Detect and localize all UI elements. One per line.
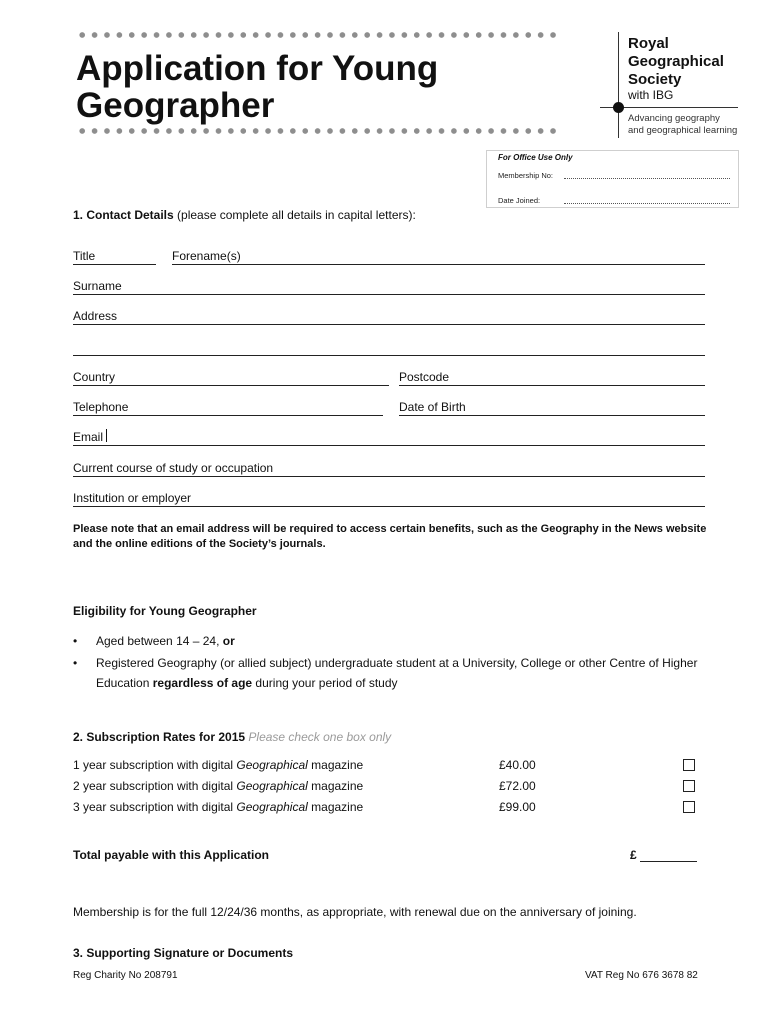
date-joined-label: Date Joined: (498, 196, 541, 205)
course-field[interactable] (73, 476, 705, 477)
date-joined-field[interactable] (564, 203, 730, 204)
address-field-line1[interactable] (73, 324, 705, 325)
eligibility-heading: Eligibility for Young Geographer (73, 604, 257, 618)
eligibility-item-2-bold: regardless of age (152, 676, 253, 690)
course-label: Current course of study or occupation (73, 461, 274, 475)
logo-name-line1: Royal (628, 35, 669, 52)
dob-field[interactable] (399, 415, 705, 416)
option-2-prefix: 2 year subscription with digital (73, 779, 237, 793)
email-label: Email (73, 430, 104, 444)
total-payable-label: Total payable with this Application (73, 848, 270, 862)
option-2-suffix: magazine (307, 779, 364, 793)
logo-name-line3: Society (628, 71, 682, 88)
eligibility-item-2-text: Registered Geography (or allied subject) undergraduate student at a University, College or other Centre of Higher Education (96, 656, 698, 690)
logo-vertical-line (618, 32, 619, 138)
total-currency: £ (630, 848, 637, 862)
option-1-prefix: 1 year subscription with digital (73, 758, 237, 772)
option-3-magazine: Geographical (236, 800, 308, 814)
email-field[interactable] (73, 445, 705, 446)
postcode-field[interactable] (399, 385, 705, 386)
option-1-suffix: magazine (307, 758, 364, 772)
eligibility-item-2 (96, 653, 736, 693)
logo-name (628, 35, 724, 89)
text-cursor-icon (106, 429, 107, 442)
eligibility-item-1 (96, 631, 736, 651)
subscription-option-2 (73, 779, 363, 793)
address-field-line2[interactable] (73, 355, 705, 356)
subscription-option-1 (73, 758, 363, 772)
subscription-heading (73, 730, 391, 744)
subscription-heading-text: 2. Subscription Rates for 2015 (73, 730, 246, 744)
telephone-field[interactable] (73, 415, 383, 416)
institution-label: Institution or employer (73, 491, 192, 505)
eligibility-item-1-bold: or (222, 634, 235, 648)
postcode-label: Postcode (399, 370, 450, 384)
forename-label: Forename(s) (172, 249, 241, 263)
surname-field[interactable] (73, 294, 705, 295)
logo-tagline-line2: and geographical learning (628, 125, 738, 136)
institution-field[interactable] (73, 506, 705, 507)
membership-no-label: Membership No: (498, 171, 554, 180)
country-field[interactable] (73, 385, 389, 386)
page-title (76, 50, 438, 124)
option-2-magazine: Geographical (236, 779, 308, 793)
subscription-checkbox-1[interactable] (683, 759, 695, 771)
subscription-price-3: £99.00 (499, 800, 536, 814)
logo-name-line2: Geographical (628, 53, 724, 70)
office-use-title: For Office Use Only (498, 153, 573, 162)
forename-field[interactable] (172, 264, 705, 265)
contact-heading-bold: 1. Contact Details (73, 208, 174, 222)
logo-with-ibg: with IBG (628, 88, 674, 102)
logo-tagline-line1: Advancing geography (628, 113, 720, 124)
charity-number: Reg Charity No 208791 (73, 970, 178, 981)
surname-label: Surname (73, 279, 122, 293)
membership-no-field[interactable] (564, 178, 730, 179)
address-label: Address (73, 309, 118, 323)
contact-heading-normal: (please complete all details in capital letters): (173, 208, 416, 222)
subscription-checkbox-2[interactable] (683, 780, 695, 792)
supporting-heading: 3. Supporting Signature or Documents (73, 946, 294, 960)
option-3-suffix: magazine (307, 800, 364, 814)
email-note: Please note that an email address will be required to access certain benefits, such as the Geography in the News website and the online editions of the Society’s journals. (73, 523, 707, 550)
eligibility-item-1-text: Aged between 14 – 24, (96, 634, 223, 648)
total-payable-field[interactable] (640, 861, 697, 862)
subscription-price-1: £40.00 (499, 758, 536, 772)
title-field[interactable] (73, 264, 156, 265)
eligibility-item-2-end: during your period of study (252, 676, 398, 690)
top-dotted-rule (76, 31, 560, 39)
subscription-hint: Please check one box only (248, 730, 392, 744)
title-label: Title (73, 249, 96, 263)
page-title-line1: Application for Young (76, 49, 439, 88)
page-title-line2: Geographer (76, 86, 275, 125)
dob-label: Date of Birth (399, 400, 466, 414)
country-label: Country (73, 370, 116, 384)
option-1-magazine: Geographical (236, 758, 308, 772)
contact-details-heading (73, 208, 416, 222)
subscription-price-2: £72.00 (499, 779, 536, 793)
bullet-1-icon: • (73, 634, 78, 648)
bottom-dotted-rule (76, 127, 560, 135)
vat-number: VAT Reg No 676 3678 82 (585, 970, 698, 981)
subscription-option-3 (73, 800, 363, 814)
logo-dot-icon (613, 102, 624, 113)
option-3-prefix: 3 year subscription with digital (73, 800, 237, 814)
bullet-2-icon: • (73, 656, 78, 670)
telephone-label: Telephone (73, 400, 129, 414)
subscription-checkbox-3[interactable] (683, 801, 695, 813)
membership-note: Membership is for the full 12/24/36 months, as appropriate, with renewal due on the anniversary of joining. (73, 905, 637, 919)
logo-tagline (628, 113, 737, 137)
office-use-box (486, 150, 739, 208)
